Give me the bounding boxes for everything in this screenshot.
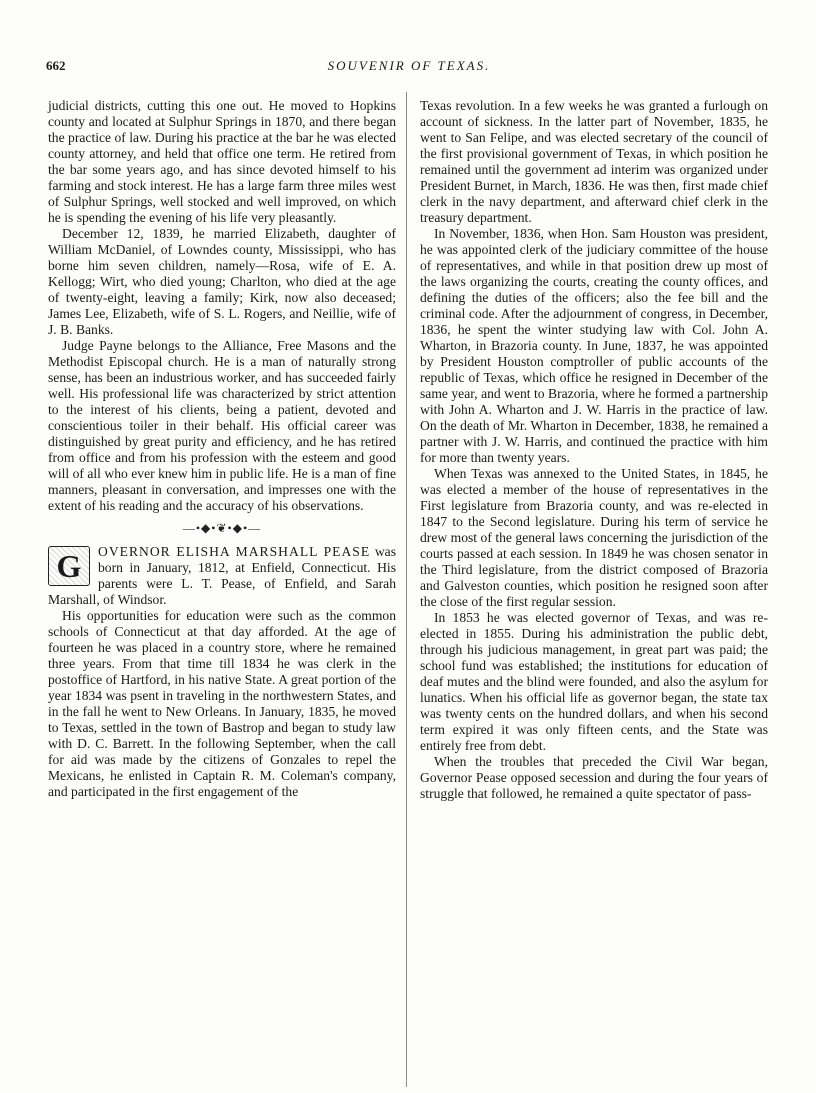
paragraph: Texas revolution. In a few weeks he was granted a furlough on account of sickness. In the latter part of November, 1835, he went to San Felipe, and was elected secretary of the council of the first provisional government of Texas, in which position he remained until the government ad interim was organized under President Burnet, in March, 1836. He was then, first made chief clerk in the navy department, and afterward chief clerk in the treasury department. [420,98,768,225]
paragraph: In 1853 he was elected governor of Texas, and was re-elected in 1855. During his administration the public debt, through his judicious management, in great part was paid; the school fund was established; the institutions for education of deaf mutes and the blind were founded, and also the asylum for lunatics. When his official life as governor began, the state tax was twenty cents on the hundred dollars, and when his second term expired it was only fifteen cents, and the State was entirely free from debt. [420,610,768,753]
paragraph: When the troubles that preceded the Civil War began, Governor Pease opposed secession and during the four years of struggle that followed, he remained a quite spectator of pass- [420,754,768,801]
page-number: 662 [46,58,66,73]
column-divider [406,92,407,1087]
drop-cap-initial: G [48,546,90,586]
paragraph: Judge Payne belongs to the Alliance, Free Masons and the Methodist Episcopal church. He is a man of naturally strong sense, has been an industrious worker, and has succeeded fairly well. His professional life was characterized by strict attention to the interest of his clients, being a patient, devoted and conscientious toiler in their behalf. His official career was distinguished by great purity and efficiency, and he has retired from office and from his profession with the esteem and good will of all who ever knew him in public life. He is a man of fine manners, pleasant in conversation, and impresses one with the extent of his reading and the accuracy of his observations. [48,338,396,513]
left-column [48,98,396,1083]
paragraph: When Texas was annexed to the United States, in 1845, he was elected a member of the house of representatives in the First legislature from Brazoria county, and was re-elected in 1847 to the Second legislature. During his term of service he drew most of the general laws concerning the jurisdiction of the courts passed at each session. In 1849 he was chosen senator in the Third legislature, from the district composed of Brazoria and Galveston counties, which position he resigned soon after the close of the first regular session. [420,466,768,609]
paragraph: His opportunities for education were such as the common schools of Connecticut at that day afforded. At the age of fourteen he was placed in a country store, where he remained three years. From that time till 1834 he was clerk in the postoffice of Hartford, in his native State. A great portion of the year 1834 was psent in traveling in the northwestern States, and in the fall he went to New Orleans. In January, 1835, he moved to Texas, settled in the town of Bastrop and began to study law with D. C. Barrett. In the following September, when the call for aid was made by the citizens of Gonzales to repel the Mexicans, he enlisted in Captain R. M. Coleman's company, and participated in the first engagement of the [48,608,396,799]
biography-heading [48,544,396,608]
section-divider-ornament: —•◆•❦•◆•— [182,521,262,535]
biography-name: OVERNOR ELISHA MARSHALL PEASE [98,544,371,559]
paragraph: In November, 1836, when Hon. Sam Houston was president, he was appointed clerk of the judiciary committee of the house of representatives, and while in that position drew up most of the laws organizing the courts, creating the county offices, and defining the duties of the officers; also the fee bill and the criminal code. After the adjournment of congress, in December, 1836, he spent the winter studying law with Col. John A. Wharton, in Brazoria county. In June, 1837, he was appointed by President Houston comptroller of public accounts of the republic of Texas, which office he resigned in December of the same year, and went to Brazoria, where he formed a partnership with John A. Wharton and J. W. Harris in the practice of law. On the death of Mr. Wharton in December, 1838, he remained a partner with J. W. Harris, and continued the practice with him for more than twenty years. [420,226,768,465]
paragraph: December 12, 1839, he married Elizabeth, daughter of William McDaniel, of Lowndes county, Mississippi, who has borne him seven children, namely—Rosa, wife of E. A. Kellogg; Wirt, who died young; Charlton, who died at the age of twenty-eight, leaving a family; Kirk, now also deceased; James Lee, Elizabeth, wife of S. L. Rogers, and Neillie, wife of J. B. Banks. [48,226,396,337]
right-column [420,98,768,1083]
paragraph: judicial districts, cutting this one out. He moved to Hopkins county and located at Sulphur Springs in 1870, and there began the practice of law. During his practice at the bar he was elected county attorney, and held that office one term. He retired from the bar some years ago, and has since devoted himself to his farming and stock interest. He has a large farm three miles west of Sulphur Springs, well stocked and well improved, on which he is spending the evening of his life very pleasantly. [48,98,396,225]
biography-intro: was born in January, 1812, at Enfield, Connecticut. His parents were L. T. Pease, of Enfield, and Sarah Marshall, of Windsor. [48,544,396,607]
running-header [46,58,772,78]
running-title: SOUVENIR OF TEXAS. [327,58,491,73]
